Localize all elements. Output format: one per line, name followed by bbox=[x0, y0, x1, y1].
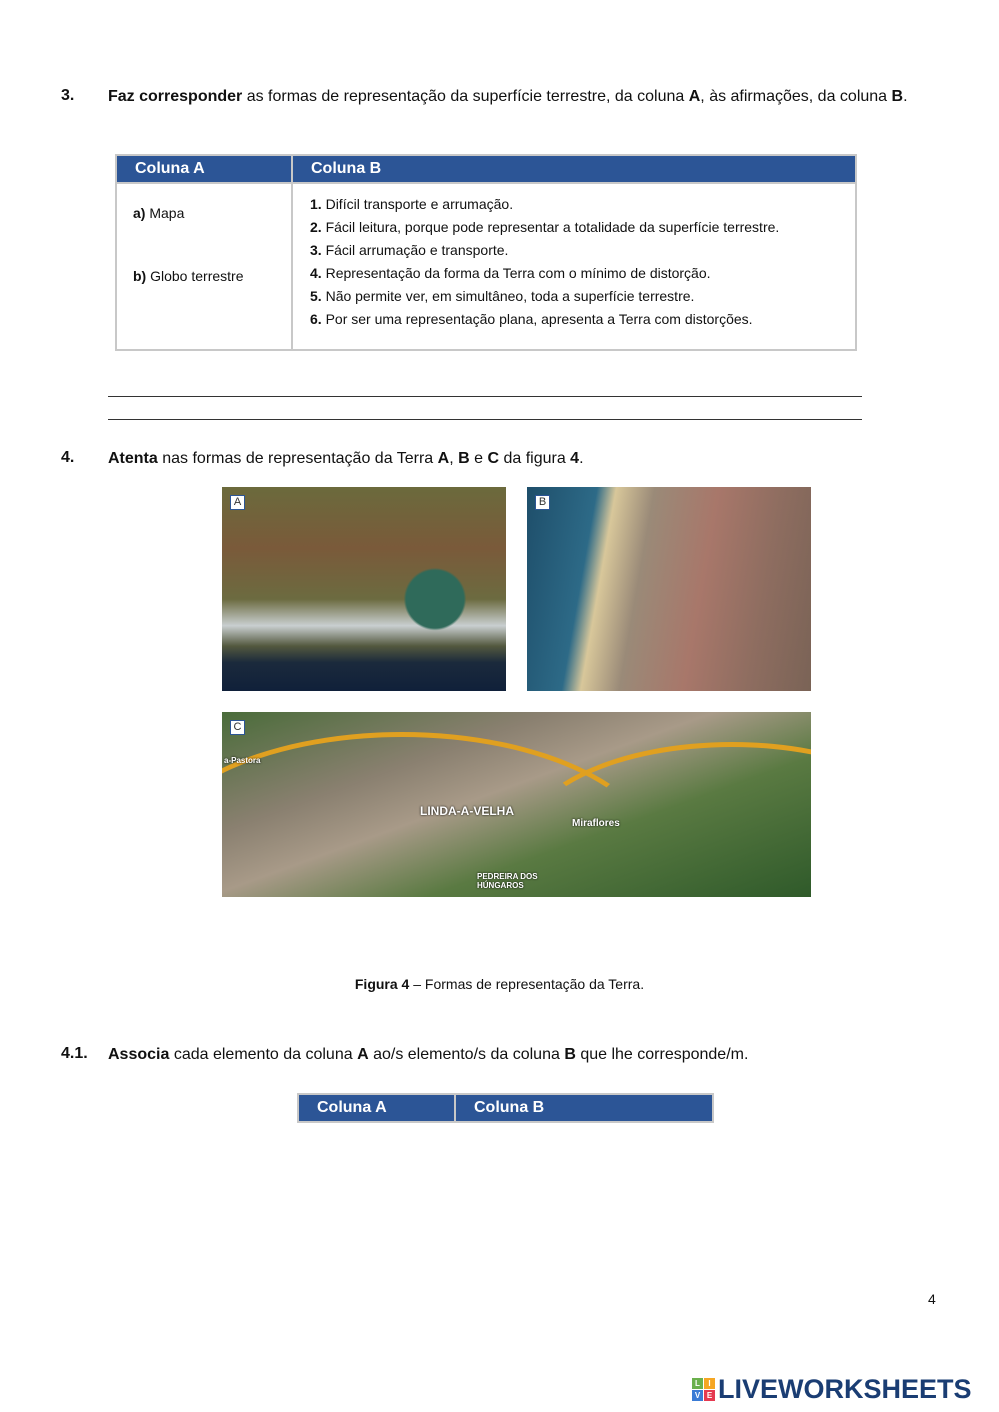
header-coluna-b: Coluna B bbox=[292, 155, 856, 183]
badge-a: A bbox=[230, 495, 245, 510]
map-label: LINDA-A-VELHA bbox=[420, 804, 514, 818]
map-label: a-Pastora bbox=[224, 756, 261, 765]
matching-table-1 bbox=[115, 154, 857, 351]
statement-6: 6. Por ser uma representação plana, apresenta a Terra com distorções. bbox=[310, 311, 753, 327]
badge-b: B bbox=[535, 495, 550, 510]
coluna-a-cell bbox=[116, 183, 292, 350]
aerial-photo-b bbox=[527, 487, 811, 691]
q3-bold: Faz corresponder bbox=[108, 88, 243, 105]
statement-3: 3. Fácil arrumação e transporte. bbox=[310, 242, 509, 258]
map-label: PEDREIRA DOS HÚNGAROS bbox=[477, 872, 538, 890]
header-coluna-b: Coluna B bbox=[455, 1094, 713, 1122]
figure-caption: Figura 4 – Formas de representação da Terra. bbox=[354, 976, 645, 992]
question-4-text: Atenta nas formas de representação da Terra A, B e C da figura 4. bbox=[108, 450, 584, 467]
q3-t2: , às afirmações, da coluna bbox=[700, 88, 892, 105]
logo-text: LIVEWORKSHEETS bbox=[718, 1374, 972, 1404]
coluna-b-cell bbox=[292, 183, 856, 350]
item-a: a) Mapa bbox=[133, 205, 185, 221]
item-b: b) Globo terrestre bbox=[133, 268, 244, 284]
q3-b: B bbox=[891, 88, 904, 105]
q3-a: A bbox=[688, 88, 701, 105]
logo-tiles: L I V E bbox=[692, 1378, 715, 1401]
page-number: 4 bbox=[928, 1291, 936, 1307]
statement-2: 2. Fácil leitura, porque pode representar a totalidade da superfície terrestre. bbox=[310, 219, 780, 235]
question-4-1-number: 4.1. bbox=[61, 1045, 88, 1062]
liveworksheets-logo[interactable] bbox=[692, 1374, 972, 1405]
answer-line-2[interactable] bbox=[108, 419, 862, 420]
question-3-text bbox=[108, 85, 918, 108]
question-4-number: 4. bbox=[61, 449, 75, 466]
header-coluna-a: Coluna A bbox=[116, 155, 292, 183]
satellite-image-a bbox=[222, 487, 506, 691]
q3-end: . bbox=[903, 88, 908, 105]
q3-t1: as formas de representação da superfície terrestre, da coluna bbox=[242, 88, 689, 105]
question-4-1-text: Associa cada elemento da coluna A ao/s elemento/s da coluna B que lhe corresponde/m. bbox=[108, 1046, 749, 1063]
question-3-number: 3. bbox=[61, 87, 75, 104]
map-label: Miraflores bbox=[572, 818, 620, 829]
statement-5: 5. Não permite ver, em simultâneo, toda a superfície terrestre. bbox=[310, 288, 695, 304]
statement-1: 1. Difícil transporte e arrumação. bbox=[310, 196, 514, 212]
hybrid-map-c bbox=[222, 712, 811, 897]
answer-line-1[interactable] bbox=[108, 396, 862, 397]
matching-table-2 bbox=[297, 1093, 714, 1123]
header-coluna-a: Coluna A bbox=[298, 1094, 455, 1122]
badge-c: C bbox=[230, 720, 245, 735]
statement-4: 4. Representação da forma da Terra com o mínimo de distorção. bbox=[310, 265, 711, 281]
